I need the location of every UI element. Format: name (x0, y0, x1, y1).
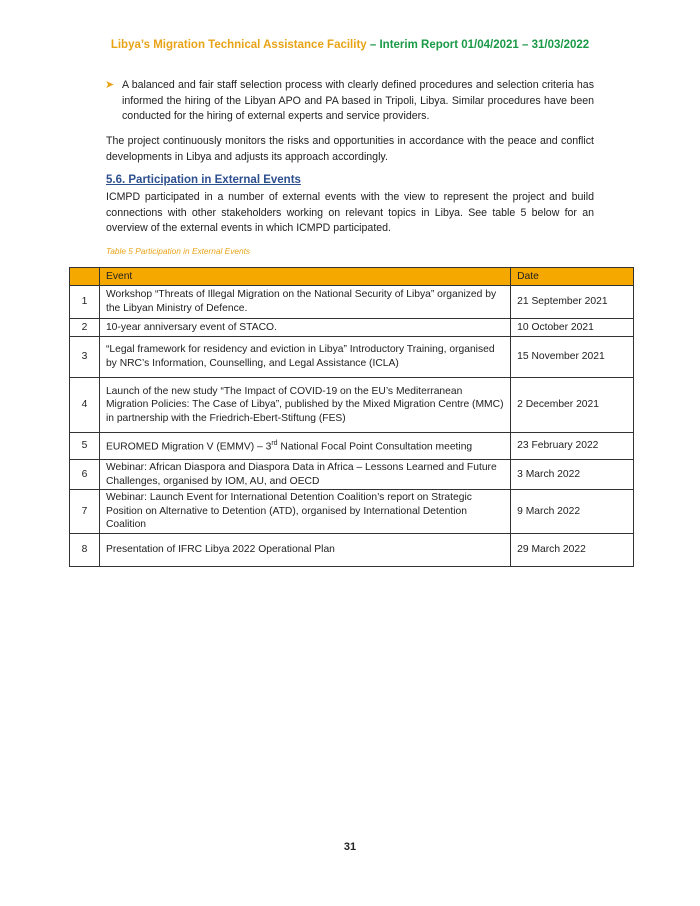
table-row (70, 490, 634, 534)
row-event: Webinar: African Diaspora and Diaspora Data in Africa – Lessons Learned and Future Challenges, organised by IOM, AU, and OECD (99, 460, 510, 490)
row-date: 21 September 2021 (511, 286, 634, 319)
header-number (70, 268, 100, 286)
table-caption: Table 5 Participation in External Events (106, 246, 251, 256)
section-heading: 5.6. Participation in External Events (106, 174, 301, 186)
row-number: 6 (70, 460, 100, 490)
row-number: 7 (70, 490, 100, 534)
row-number: 8 (70, 534, 100, 567)
page-number: 31 (343, 841, 357, 853)
header-date: Date (511, 268, 634, 286)
table-header-row (70, 268, 634, 286)
paragraph-risks: The project continuously monitors the risks and opportunities in accordance with the peace and conflict developments in Libya and adjusts its approach accordingly. (106, 135, 594, 163)
row-event: Launch of the new study “The Impact of COVID-19 on the EU’s Mediterranean Migration Policies: The Case of Libya”, published by the Mixed Migration Centre (MMC) in partnership with the Friedrich-Ebert-Stiftung (FES) (99, 378, 510, 433)
table-row (70, 378, 634, 433)
row-event: Workshop “Threats of Illegal Migration on the National Security of Libya” organized by the Libyan Ministry of Defence. (99, 286, 510, 319)
bullet-text: A balanced and fair staff selection process with clearly defined procedures and selection criteria has informed the hiring of the Libyan APO and PA based in Tripoli, Libya. Similar procedures have been conducted for the hiring of external experts and service providers. (122, 79, 594, 122)
row-date: 15 November 2021 (511, 337, 634, 378)
row-date: 23 February 2022 (511, 433, 634, 460)
row-number: 2 (70, 319, 100, 337)
page-header (0, 39, 700, 51)
row-event: 10-year anniversary event of STACO. (99, 319, 510, 337)
header-report-title: – Interim Report 01/04/2021 – 31/03/2022 (366, 39, 590, 51)
row-number: 3 (70, 337, 100, 378)
header-organization: Libya’s Migration Technical Assistance Facility (110, 39, 367, 51)
ordinal-suffix: rd (271, 440, 278, 448)
row-number: 5 (70, 433, 100, 460)
row-number: 4 (70, 378, 100, 433)
bullet-item (105, 78, 594, 125)
table-row (70, 534, 634, 567)
row-event: “Legal framework for residency and eviction in Libya” Introductory Training, organised by NRC’s Information, Counselling, and Legal Assistance (ICLA) (99, 337, 510, 378)
row-date: 3 March 2022 (511, 460, 634, 490)
table-row (70, 460, 634, 490)
paragraph-events-intro: ICMPD participated in a number of external events with the view to represent the project and build connections with other stakeholders working on relevant topics in Libya. See table 5 below for an overview of the external events in which ICMPD participated. (106, 191, 594, 234)
table-row (70, 286, 634, 319)
row-date: 29 March 2022 (511, 534, 634, 567)
row-date: 9 March 2022 (511, 490, 634, 534)
row-event: Webinar: Launch Event for International Detention Coalition’s report on Strategic Position on Alternative to Detention (ATD), organised by International Detention Coalition (99, 490, 510, 534)
row-event-text: EUROMED Migration V (EMMV) – 3 (105, 441, 272, 453)
row-event (99, 433, 510, 460)
row-event: Presentation of IFRC Libya 2022 Operational Plan (99, 534, 510, 567)
row-number: 1 (70, 286, 100, 319)
table-row (70, 337, 634, 378)
row-event-text-rest: National Focal Point Consultation meeting (277, 441, 473, 453)
events-table (69, 267, 634, 567)
row-date: 10 October 2021 (511, 319, 634, 337)
row-date: 2 December 2021 (511, 378, 634, 433)
header-event: Event (99, 268, 510, 286)
table-row (70, 319, 634, 337)
table-row (70, 433, 634, 460)
arrow-bullet-icon: ➤ (105, 79, 115, 91)
